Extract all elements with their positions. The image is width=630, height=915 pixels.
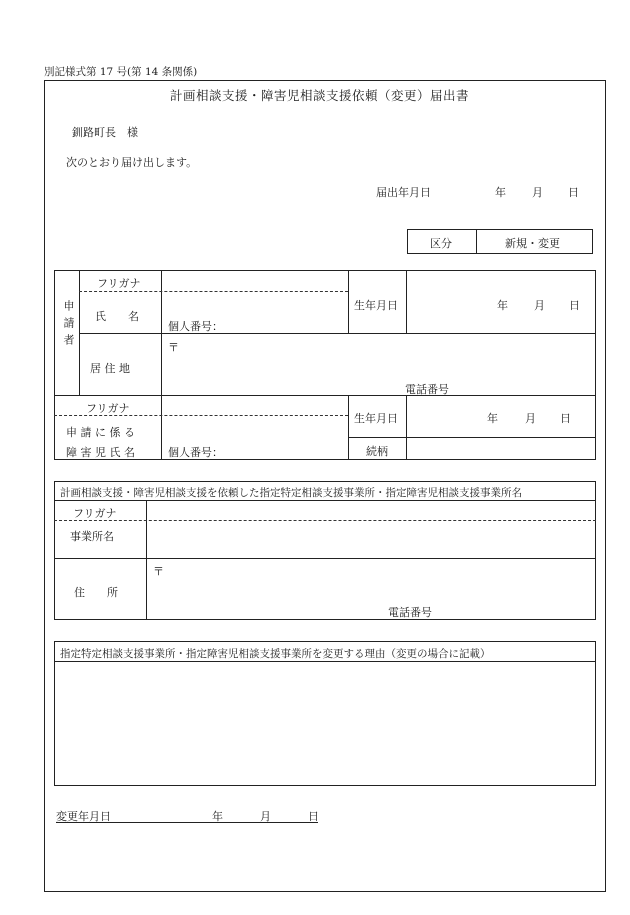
reason-input-area[interactable] [60,668,590,778]
provider-furigana-label: フリガナ [73,507,117,520]
submission-year: 年 [495,186,506,199]
intro-text: 次のとおり届け出します。 [66,156,198,169]
applicant-personal-number-label: 個人番号： [168,320,223,333]
child-relationship-label: 続柄 [366,445,388,458]
change-year: 年 [212,810,223,823]
change-date-label: 変更年月日 [56,810,111,823]
applicant-birth-day: 日 [569,299,580,312]
category-label: 区分 [430,237,452,250]
child-furigana-label: フリガナ [86,402,130,415]
form-reference: 別記様式第 17 号(第 14 条関係) [44,66,198,78]
child-personal-number-label: 個人番号： [168,446,223,459]
provider-section-title: 計画相談支援・障害児相談支援を依頼した指定特定相談支援事業所・指定障害児相談支援事業所名 [60,487,522,499]
applicant-name-label: 氏 名 [95,310,139,323]
category-value[interactable]: 新規・変更 [505,237,560,250]
change-month: 月 [260,810,271,823]
child-birthdate-label: 生年月日 [354,412,398,425]
submission-date-label: 届出年月日 [376,186,431,199]
provider-office-name-label: 事業所名 [70,530,114,543]
applicant-phone-label: 電話番号 [405,383,449,396]
page-title: 計画相談支援・障害児相談支援依頼（変更）届出書 [170,88,470,103]
applicant-birth-year: 年 [497,299,508,312]
applicant-address-label: 居 住 地 [90,362,130,375]
applicant-birth-month: 月 [534,299,545,312]
child-label-line1: 申 請 に 係 る [66,426,135,439]
applicant-furigana-label: フリガナ [97,277,141,290]
applicant-postal-mark: 〒 [168,341,179,354]
provider-postal-mark: 〒 [153,565,164,578]
child-birth-month: 月 [525,412,536,425]
child-birth-day: 日 [560,412,571,425]
change-day: 日 [308,810,319,823]
applicant-section-label: 申請者 [62,300,75,351]
child-birth-year: 年 [487,412,498,425]
addressee: 釧路町長 様 [72,126,138,139]
submission-month: 月 [532,186,543,199]
provider-address-label: 住 所 [74,586,118,599]
change-date-underline [56,822,318,823]
reason-section-title: 指定特定相談支援事業所・指定障害児相談支援事業所を変更する理由（変更の場合に記載） [60,648,491,660]
provider-phone-label: 電話番号 [388,606,432,619]
child-label-line2: 障 害 児 氏 名 [66,446,135,459]
applicant-birthdate-label: 生年月日 [354,299,398,312]
submission-day: 日 [568,186,579,199]
provider-table [54,481,596,620]
applicant-table [54,270,596,460]
